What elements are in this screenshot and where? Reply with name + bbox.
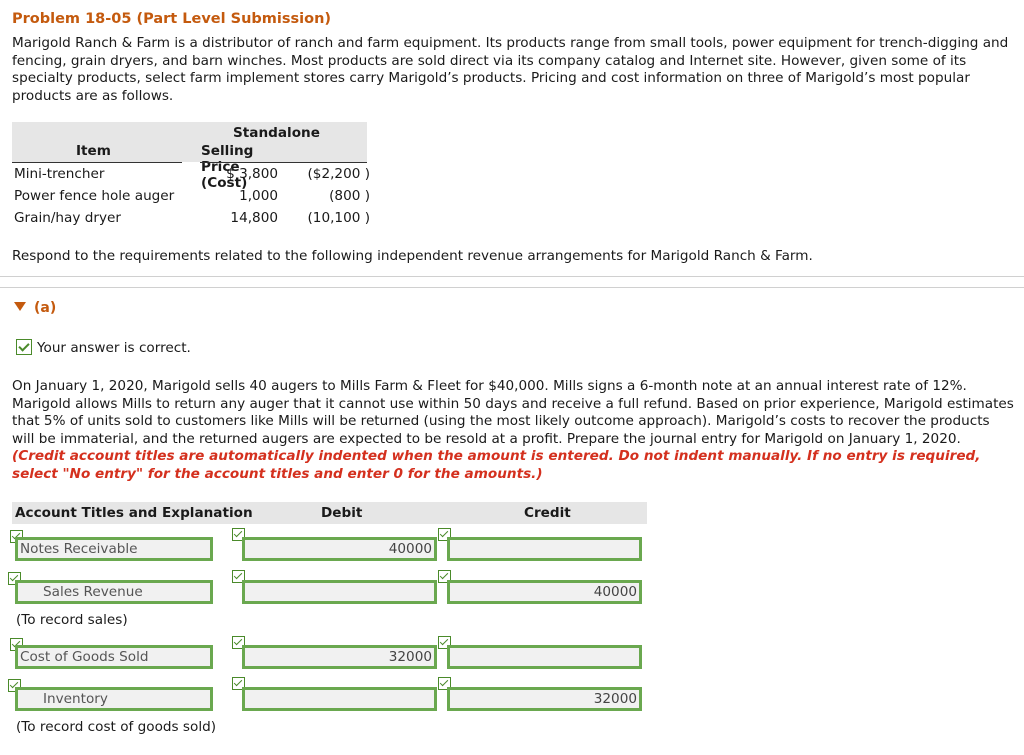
- debit-input[interactable]: [242, 687, 437, 711]
- row-item: Mini-trencher: [14, 166, 105, 182]
- debit-input[interactable]: [242, 580, 437, 604]
- row-price: 14,800: [230, 210, 278, 226]
- ssp-header-underline: [200, 162, 367, 163]
- answer-status: [16, 339, 191, 356]
- journal-header: [12, 502, 647, 524]
- row-price: 1,000: [239, 188, 278, 204]
- respond-instructions: Respond to the requirements related to the following independent revenue arrangements for Marigold Ranch & Farm.: [12, 248, 813, 264]
- item-header-underline: [12, 162, 182, 163]
- item-header: Item: [76, 143, 111, 159]
- question-instruction: (Credit account titles are automatically indented when the amount is entered. Do not indent manually. If no entry is required, select "No entry" for the account titles and enter 0 for the amounts.): [12, 448, 981, 482]
- account-title-input[interactable]: Inventory: [15, 687, 213, 711]
- account-title-input[interactable]: Sales Revenue: [15, 580, 213, 604]
- question-text: [12, 378, 1016, 483]
- collapse-triangle-icon: [14, 302, 26, 311]
- credit-input[interactable]: 32000: [447, 687, 642, 711]
- entry-note: (To record cost of goods sold): [16, 719, 217, 735]
- debit-input[interactable]: 40000: [242, 537, 437, 561]
- correct-check-icon: [16, 339, 32, 355]
- row-item: Power fence hole auger: [14, 188, 175, 204]
- row-item: Grain/hay dryer: [14, 210, 121, 226]
- row-price: $ 3,800: [226, 166, 278, 182]
- credit-input[interactable]: [447, 537, 642, 561]
- section-divider: [0, 276, 1024, 277]
- problem-intro: Marigold Ranch & Farm is a distributor of ranch and farm equipment. Its products range from small tools, power equipment for trench-digging and fencing, grain dryers, and barn winches. Most products are sold direct via its company catalog and Internet site. However, given some of its specialty products, select farm implement stores carry Marigold’s products. Pricing and cost information on three of Marigold’s most popular products are as follows.: [12, 35, 1009, 104]
- table-row: [12, 210, 372, 230]
- question-body: On January 1, 2020, Marigold sells 40 augers to Mills Farm & Fleet for $40,000. Mills signs a 6-month note at an annual interest rate of 12%. Marigold allows Mills to return any auger that it cannot use within 50 days and receive a full refund. Based on prior experience, Marigold estimates that 5% of units sold to customers like Mills will be returned (using the most likely outcome approach). Marigold’s costs to recover the products will be immaterial, and the returned augers are expected to be resold at a profit. Prepare the journal entry for Marigold on January 1, 2020.: [12, 378, 1014, 447]
- section-divider: [0, 287, 1024, 288]
- debit-input[interactable]: 32000: [242, 645, 437, 669]
- row-cost: (800 ): [329, 188, 370, 204]
- entry-note: (To record sales): [16, 612, 128, 628]
- debit-column-header: Debit: [321, 505, 363, 521]
- account-title-input[interactable]: Notes Receivable: [15, 537, 213, 561]
- part-label: (a): [34, 300, 57, 316]
- part-a-toggle[interactable]: [14, 300, 56, 316]
- account-column-header: Account Titles and Explanation: [15, 505, 253, 521]
- credit-input[interactable]: 40000: [447, 580, 642, 604]
- ssp-header-line1: Standalone: [233, 125, 320, 141]
- credit-column-header: Credit: [524, 505, 571, 521]
- row-cost: (10,100 ): [307, 210, 370, 226]
- table-row: [12, 166, 372, 186]
- problem-title: Problem 18-05 (Part Level Submission): [12, 11, 332, 27]
- table-row: [12, 188, 372, 208]
- credit-input[interactable]: [447, 645, 642, 669]
- ssp-header-line2: Selling Price (Cost): [201, 143, 254, 191]
- answer-status-text: Your answer is correct.: [37, 340, 191, 356]
- account-title-input[interactable]: Cost of Goods Sold: [15, 645, 213, 669]
- row-cost: ($2,200 ): [307, 166, 370, 182]
